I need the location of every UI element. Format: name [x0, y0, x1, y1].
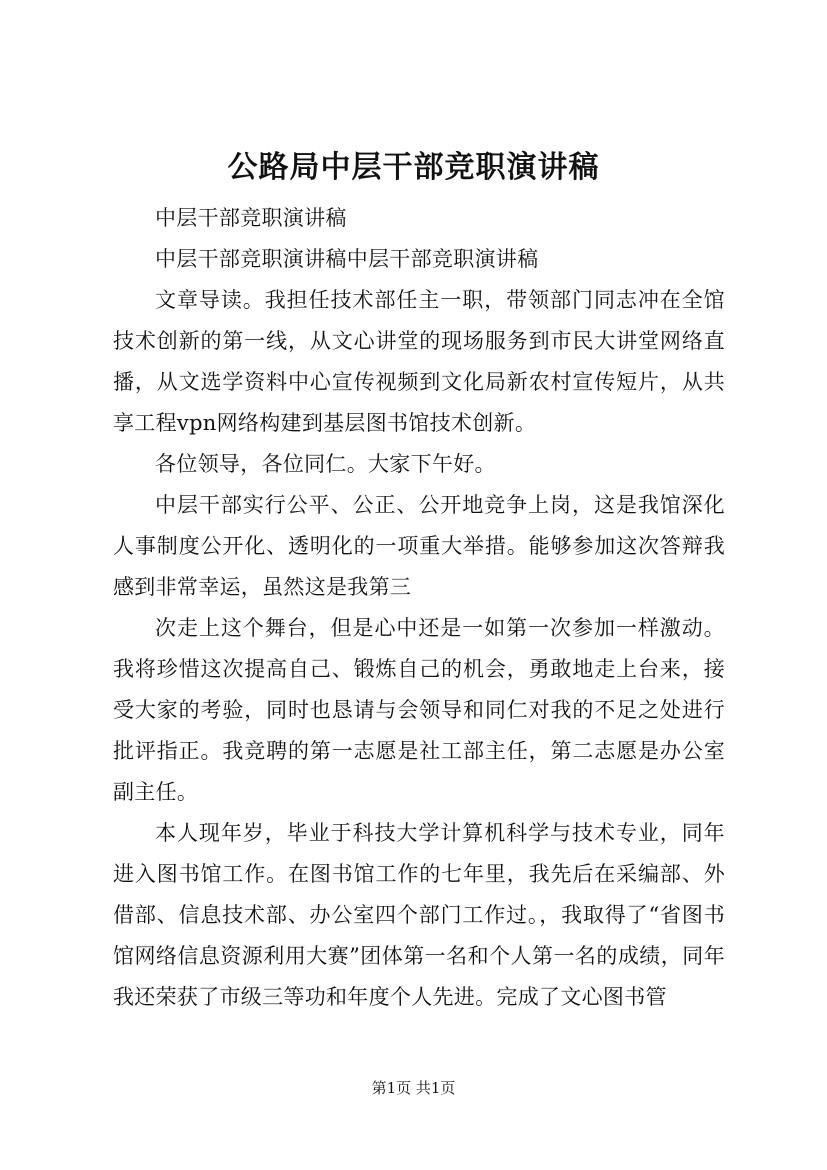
paragraph-subtitle-repeat: 中层干部竞职演讲稿中层干部竞职演讲稿: [155, 247, 539, 271]
paragraph-greeting: 各位领导，各位同仁。大家下午好。: [155, 452, 496, 476]
paragraph-body: 本人现年岁，毕业于科技大学计算机科学与技术专业，同年进入图书馆工作。在图书馆工作的七年里，我先后在采编部、外借部、信息技术部、办公室四个部门工作过。，我取得了“省图书馆网络信息资源利用大赛”团体第一名和个人第一名的成绩，同年我还荣获了市级三等功和年度个人先进。完成了文心图书管: [113, 821, 725, 1009]
page-footer: 第1页 共1页: [371, 1079, 456, 1097]
paragraph-intro: 文章导读。我担任技术部任主一职，带领部门同志冲在全馆技术创新的第一线，从文心讲堂的现场服务到市民大讲堂网络直播，从文选学资料中心宣传视频到文化局新农村宣传短片，从共享工程vpn网络构建到基层图书馆技术创新。: [113, 288, 725, 435]
paragraph-body: 中层干部实行公平、公正、公开地竞争上岗，这是我馆深化人事制度公开化、透明化的一项重大举措。能够参加这次答辩我感到非常幸运，虽然这是我第三: [113, 493, 725, 599]
document-body: [113, 198, 725, 1018]
paragraph-subtitle: 中层干部竞职演讲稿: [155, 206, 347, 230]
paragraph-body: 次走上这个舞台，但是心中还是一如第一次参加一样激动。我将珍惜这次提高自己、锻炼自己的机会，勇敢地走上台来，接受大家的考验，同时也恳请与会领导和同仁对我的不足之处进行批评指正。我竞聘的第一志愿是社工部主任，第二志愿是办公室副主任。: [113, 616, 725, 804]
document-title: 公路局中层干部竞职演讲稿: [227, 150, 600, 185]
